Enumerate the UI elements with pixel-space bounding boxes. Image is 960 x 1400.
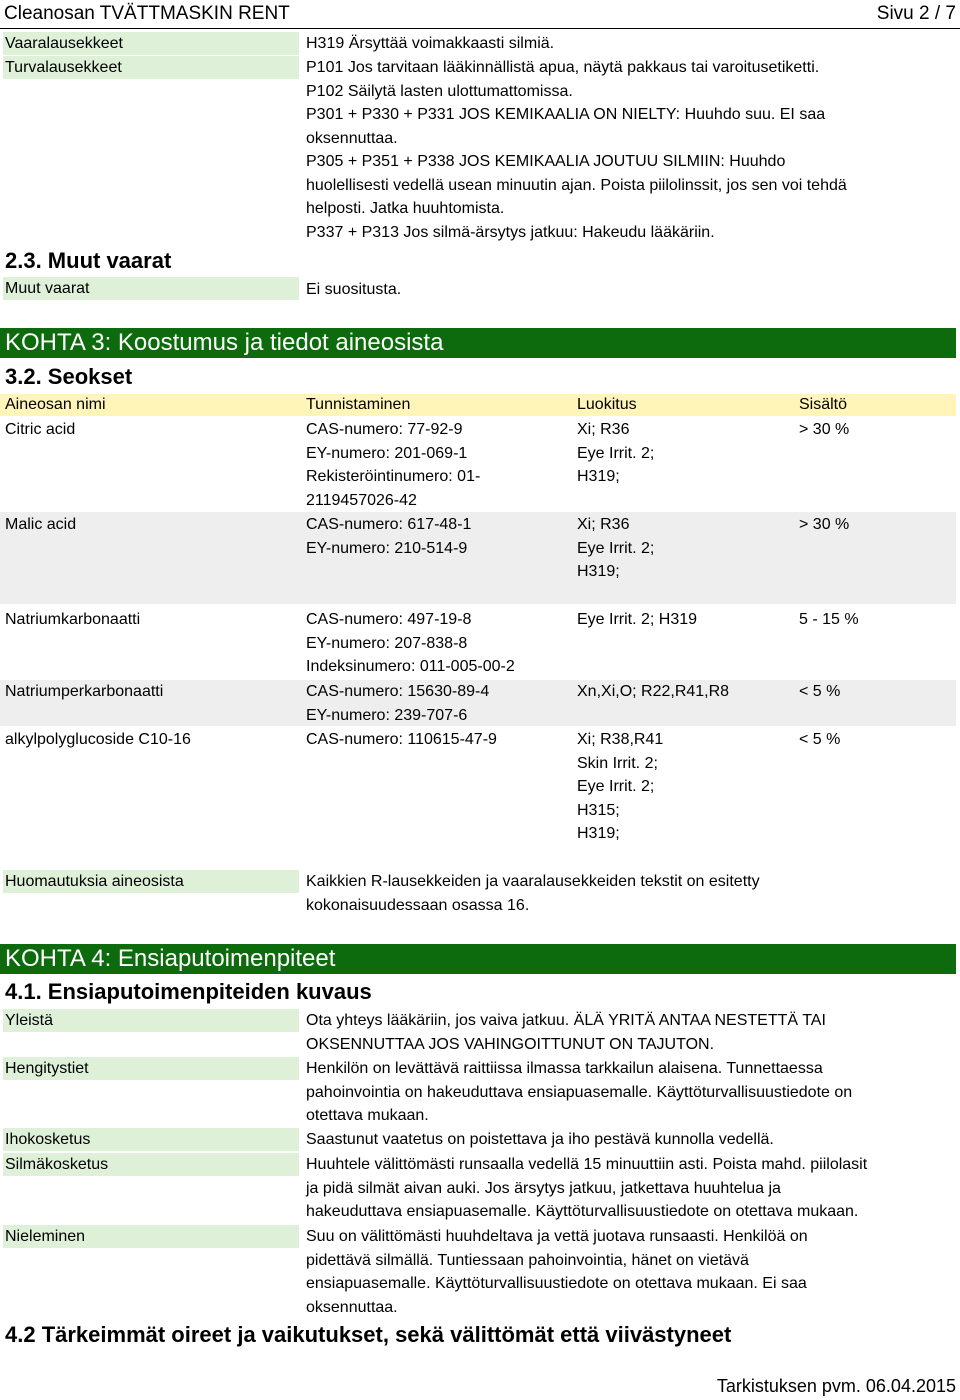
precaution-statements-value xyxy=(306,56,952,244)
class-line: Xi; R38,R41 xyxy=(577,731,664,748)
text-line: ensiapuasemalle. Käyttöturvallisuustiedote on otettava mukaan. Ei saa xyxy=(306,1275,807,1292)
ingredient-identification xyxy=(306,418,480,512)
ingredient-content: 5 - 15 % xyxy=(799,611,859,628)
text-line: OKSENNUTTAA JOS VAHINGOITTUNUT ON TAJUTON. xyxy=(306,1035,715,1053)
text-line: Henkilön on levättävä raittiissa ilmassa tarkkailun alaisena. Tunnettaessa xyxy=(306,1060,823,1077)
ingredient-name: Natriumperkarbonaatti xyxy=(5,683,164,700)
class-line: Xn,Xi,O; R22,R41,R8 xyxy=(577,683,730,700)
text-line: ja pidä silmät aivan auki. Jos ärsytys jatkuu, jatkettava huuhtelua ja xyxy=(306,1179,781,1197)
first-aid-text xyxy=(306,1225,952,1319)
table-row xyxy=(0,680,956,726)
ingredient-content: < 5 % xyxy=(799,731,841,748)
ident-line: 2119457026-42 xyxy=(306,491,417,509)
text-line: pidettävä silmällä. Tuntiessaan pahoinvointia, hänet on vietävä xyxy=(306,1251,749,1269)
ingredient-name: alkylpolyglucoside C10-16 xyxy=(5,731,191,748)
notes-line: Kaikkien R-lausekkeiden ja vaaralausekkeiden tekstit on esitetty xyxy=(306,873,760,890)
table-header xyxy=(0,394,956,416)
first-aid-description-heading: 4.1. Ensiaputoimenpiteiden kuvaus xyxy=(5,979,372,1004)
column-header-name: Aineosan nimi xyxy=(5,396,106,413)
first-aid-text xyxy=(306,1009,952,1056)
other-hazards-heading: 2.3. Muut vaarat xyxy=(5,248,172,273)
class-line: Xi; R36 xyxy=(577,516,630,533)
notes-line: kokonaisuudessaan osassa 16. xyxy=(306,896,530,914)
ingredient-identification xyxy=(306,608,515,679)
ident-line: Indeksinumero: 011-005-00-2 xyxy=(306,658,515,675)
ingredient-identification xyxy=(306,513,471,560)
text-line: oksennuttaa. xyxy=(306,1298,398,1316)
hazard-statements-label: Vaaralausekkeet xyxy=(3,32,299,55)
symptoms-heading: 4.2 Tärkeimmät oireet ja vaikutukset, sekä välittömät että viivästyneet xyxy=(5,1322,732,1347)
ident-line: CAS-numero: 617-48-1 xyxy=(306,516,472,533)
first-aid-label: Ihokosketus xyxy=(3,1128,299,1151)
column-header-content: Sisältö xyxy=(799,396,848,413)
precaution-line: huolellisesti vedellä usean minuutin ajan. Poista piilolinssit, jos sen voi tehdä xyxy=(306,176,847,194)
class-line: Eye Irrit. 2; xyxy=(577,539,655,557)
ingredient-classification xyxy=(577,680,729,704)
ingredient-content: > 30 % xyxy=(799,421,850,438)
text-line: Suu on välittömästi huuhdeltava ja vettä juotava runsaasti. Henkilöä on xyxy=(306,1228,808,1245)
ingredient-identification xyxy=(306,728,497,752)
text-line: Huuhtele välittömästi runsaalla vedellä 15 minuuttiin asti. Poista mahd. piilolasit xyxy=(306,1156,868,1173)
ingredient-classification xyxy=(577,513,654,584)
precaution-statements-label: Turvalausekkeet xyxy=(3,56,299,79)
ingredient-content: < 5 % xyxy=(799,683,841,700)
company-name: Cleanosan TVÄTTMASKIN RENT xyxy=(4,3,290,24)
class-line: H319; xyxy=(577,563,620,580)
first-aid-label: Yleistä xyxy=(3,1009,299,1032)
other-hazards-label: Muut vaarat xyxy=(3,277,299,300)
ingredient-name: Malic acid xyxy=(5,516,77,533)
class-line: Eye Irrit. 2; xyxy=(577,444,655,462)
ident-line: EY-numero: 210-514-9 xyxy=(306,539,468,557)
ingredient-notes-label: Huomautuksia aineosista xyxy=(3,870,299,893)
section-3-heading: KOHTA 3: Koostumus ja tiedot aineosista xyxy=(0,328,956,358)
ingredient-classification xyxy=(577,728,663,846)
table-row xyxy=(0,728,960,848)
revision-date: Tarkistuksen pvm. 06.04.2015 xyxy=(716,1376,956,1396)
ident-line: CAS-numero: 110615-47-9 xyxy=(306,731,497,748)
section-4-heading: KOHTA 4: Ensiaputoimenpiteet xyxy=(0,944,956,974)
ident-line: EY-numero: 239-707-6 xyxy=(306,706,468,724)
ingredient-notes-value xyxy=(306,870,952,917)
class-line: Eye Irrit. 2; xyxy=(577,778,655,795)
first-aid-label: Nieleminen xyxy=(3,1225,299,1248)
page-header xyxy=(4,1,956,27)
first-aid-label: Hengitystiet xyxy=(3,1057,299,1080)
class-line: H319; xyxy=(577,468,620,485)
class-line: Eye Irrit. 2; H319 xyxy=(577,611,698,628)
precaution-line: P101 Jos tarvitaan lääkinnällistä apua, näytä pakkaus tai varoitusetiketti. xyxy=(306,59,820,76)
text-line: Saastunut vaatetus on poistettava ja iho pestävä kunnolla vedellä. xyxy=(306,1131,774,1148)
ident-line: Rekisteröintinumero: 01- xyxy=(306,468,481,485)
ingredient-content: > 30 % xyxy=(799,516,850,533)
column-header-classification: Luokitus xyxy=(577,396,637,413)
ingredient-classification xyxy=(577,418,654,489)
text-line: otettava mukaan. xyxy=(306,1107,429,1124)
precaution-line: P301 + P330 + P331 JOS KEMIKAALIA ON NIELTY: Huuhdo suu. EI saa xyxy=(306,106,826,123)
first-aid-text xyxy=(306,1057,952,1128)
precaution-line: P305 + P351 + P338 JOS KEMIKAALIA JOUTUU SILMIIN: Huuhdo xyxy=(306,153,786,170)
text-line: hakeuduttava ensiapuasemalle. Käyttöturvallisuustiedote on otettava mukaan. xyxy=(306,1203,859,1220)
precaution-line: P337 + P313 Jos silmä-ärsytys jatkuu: Hakeudu lääkäriin. xyxy=(306,223,715,241)
header-rule xyxy=(0,28,960,29)
class-line: H319; xyxy=(577,825,620,842)
ident-line: CAS-numero: 15630-89-4 xyxy=(306,683,490,700)
table-row xyxy=(0,608,960,680)
ingredient-identification xyxy=(306,680,489,727)
class-line: Skin Irrit. 2; xyxy=(577,754,658,772)
text-line: Ota yhteys lääkäriin, jos vaiva jatkuu. ÄLÄ YRITÄ ANTAA NESTETTÄ TAI xyxy=(306,1012,826,1029)
table-row xyxy=(0,418,960,512)
ingredient-classification xyxy=(577,608,697,632)
precaution-line: P102 Säilytä lasten ulottumattomissa. xyxy=(306,82,573,100)
mixtures-heading: 3.2. Seokset xyxy=(5,364,133,389)
ident-line: EY-numero: 201-069-1 xyxy=(306,444,468,462)
ingredient-name: Natriumkarbonaatti xyxy=(5,611,141,628)
first-aid-label: Silmäkosketus xyxy=(3,1153,299,1176)
column-header-identification: Tunnistaminen xyxy=(306,396,411,413)
first-aid-text xyxy=(306,1128,952,1152)
ident-line: CAS-numero: 497-19-8 xyxy=(306,611,472,628)
class-line: H315; xyxy=(577,801,620,819)
precaution-line: helposti. Jatka huuhtomista. xyxy=(306,200,505,217)
hazard-statements-value: H319 Ärsyttää voimakkaasti silmiä. xyxy=(306,35,555,52)
page-number: Sivu 2 / 7 xyxy=(876,3,956,24)
ident-line: EY-numero: 207-838-8 xyxy=(306,634,468,652)
ingredient-name: Citric acid xyxy=(5,421,76,438)
table-row xyxy=(0,512,956,604)
class-line: Xi; R36 xyxy=(577,421,630,438)
precaution-line: oksennuttaa. xyxy=(306,129,398,147)
first-aid-text xyxy=(306,1153,952,1224)
text-line: pahoinvointia on hakeuduttava ensiapuasemalle. Käyttöturvallisuustiedote on xyxy=(306,1083,853,1101)
ident-line: CAS-numero: 77-92-9 xyxy=(306,421,463,438)
other-hazards-value: Ei suositusta. xyxy=(306,281,402,298)
